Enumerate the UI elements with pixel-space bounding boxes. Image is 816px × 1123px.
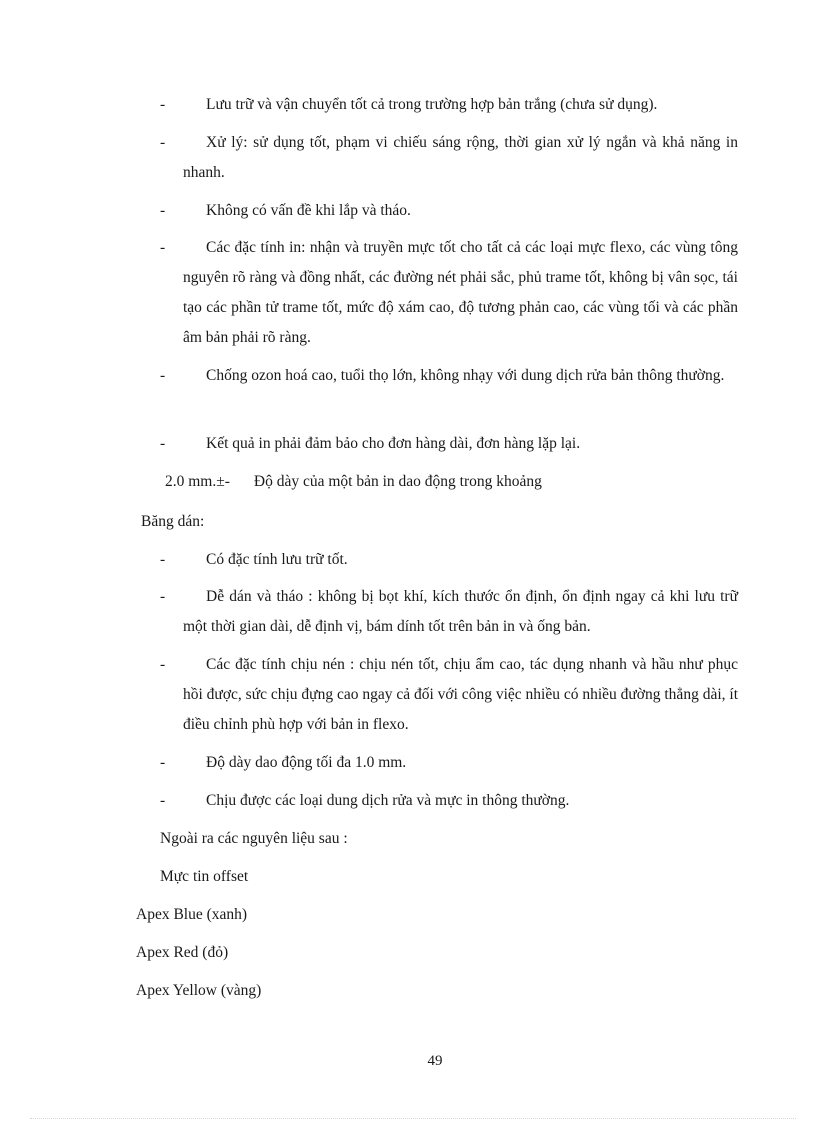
bullet-dash: - bbox=[160, 134, 166, 151]
thickness-text: Độ dày của một bản in dao động trong khoảng bbox=[253, 473, 542, 490]
bullet-text: Có đặc tính lưu trữ tốt. bbox=[206, 551, 348, 568]
bullet-text: Các đặc tính in: nhận và truyền mực tốt cho tất cả các loại mực flexo, các vùng tông nguyên rõ ràng và đồng nhất, các đường nét phải sắc, phủ trame tốt, không bị vân sọc, tái tạo các phần tử trame tốt, mức độ xám cao, độ tương phản cao, các vùng tối và các phần âm bản phải rõ ràng. bbox=[183, 239, 738, 346]
tape-bullet-mounting bbox=[160, 582, 738, 642]
tape-heading: Băng dán: bbox=[141, 513, 205, 530]
ink-item: Apex Yellow (vàng) bbox=[136, 982, 262, 999]
ink-heading: Mực tin offset bbox=[160, 868, 249, 885]
bullet-dash: - bbox=[160, 202, 166, 219]
bullet-text: Lưu trữ và vận chuyển tốt cả trong trường hợp bản trắng (chưa sử dụng). bbox=[206, 96, 658, 113]
bullet-text: Dễ dán và tháo : không bị bọt khí, kích thước ổn định, ổn định ngay cả khi lưu trữ một thời gian dài, dễ định vị, bám dính tốt trên bản in và ống bản. bbox=[183, 588, 738, 635]
tape-bullet-thickness bbox=[160, 748, 738, 778]
ink-item: Apex Blue (xanh) bbox=[136, 906, 248, 923]
bullet-dash: - bbox=[160, 435, 166, 452]
bullet-print-result bbox=[160, 429, 738, 459]
bullet-dash: - bbox=[160, 551, 166, 568]
other-materials: Ngoài ra các nguyên liệu sau : bbox=[160, 830, 348, 847]
ink-item: Apex Red (đỏ) bbox=[136, 944, 229, 961]
bullet-text: Các đặc tính chịu nén : chịu nén tốt, chịu ẩm cao, tác dụng nhanh và hầu như phục hồi được, sức chịu đựng cao ngay cả đối với công việc nhiều có nhiều đường thẳng dài, ít điều chỉnh phù hợp với bản in flexo. bbox=[183, 656, 738, 733]
bullet-print-properties bbox=[160, 233, 738, 353]
bullet-dash: - bbox=[160, 656, 166, 673]
bullet-text: Không có vấn đề khi lắp và tháo. bbox=[206, 202, 411, 219]
bullet-text: Xử lý: sử dụng tốt, phạm vi chiếu sáng rộng, thời gian xử lý ngắn và khả năng in nhanh. bbox=[183, 134, 738, 181]
bullet-text: Độ dày dao động tối đa 1.0 mm. bbox=[206, 754, 407, 771]
bullet-dash: - bbox=[160, 96, 166, 113]
bullet-dash: - bbox=[160, 367, 166, 384]
bullet-processing bbox=[160, 128, 738, 188]
tape-bullet-storage bbox=[160, 545, 738, 575]
bullet-text: Chịu được các loại dung dịch rửa và mực in thông thường. bbox=[206, 792, 570, 809]
page-bottom-rule bbox=[30, 1118, 796, 1119]
bullet-dash: - bbox=[160, 754, 166, 771]
bullet-dash: - bbox=[160, 239, 166, 256]
bullet-text: Chống ozon hoá cao, tuổi thọ lớn, không nhạy với dung dịch rửa bản thông thường. bbox=[206, 367, 725, 384]
bullet-ozone bbox=[160, 361, 738, 391]
bullet-dash: - bbox=[160, 792, 166, 809]
bullet-storage bbox=[160, 90, 738, 120]
bullet-dash: - bbox=[160, 588, 166, 605]
tape-bullet-compression bbox=[160, 650, 738, 740]
thickness-value: 2.0 mm.±- bbox=[165, 473, 230, 490]
tape-bullet-solvent bbox=[160, 786, 738, 816]
page-number: 49 bbox=[427, 1053, 443, 1069]
bullet-mounting bbox=[160, 196, 738, 226]
thickness-line bbox=[165, 467, 542, 497]
bullet-text: Kết quả in phải đảm bảo cho đơn hàng dài, đơn hàng lặp lại. bbox=[206, 435, 581, 452]
